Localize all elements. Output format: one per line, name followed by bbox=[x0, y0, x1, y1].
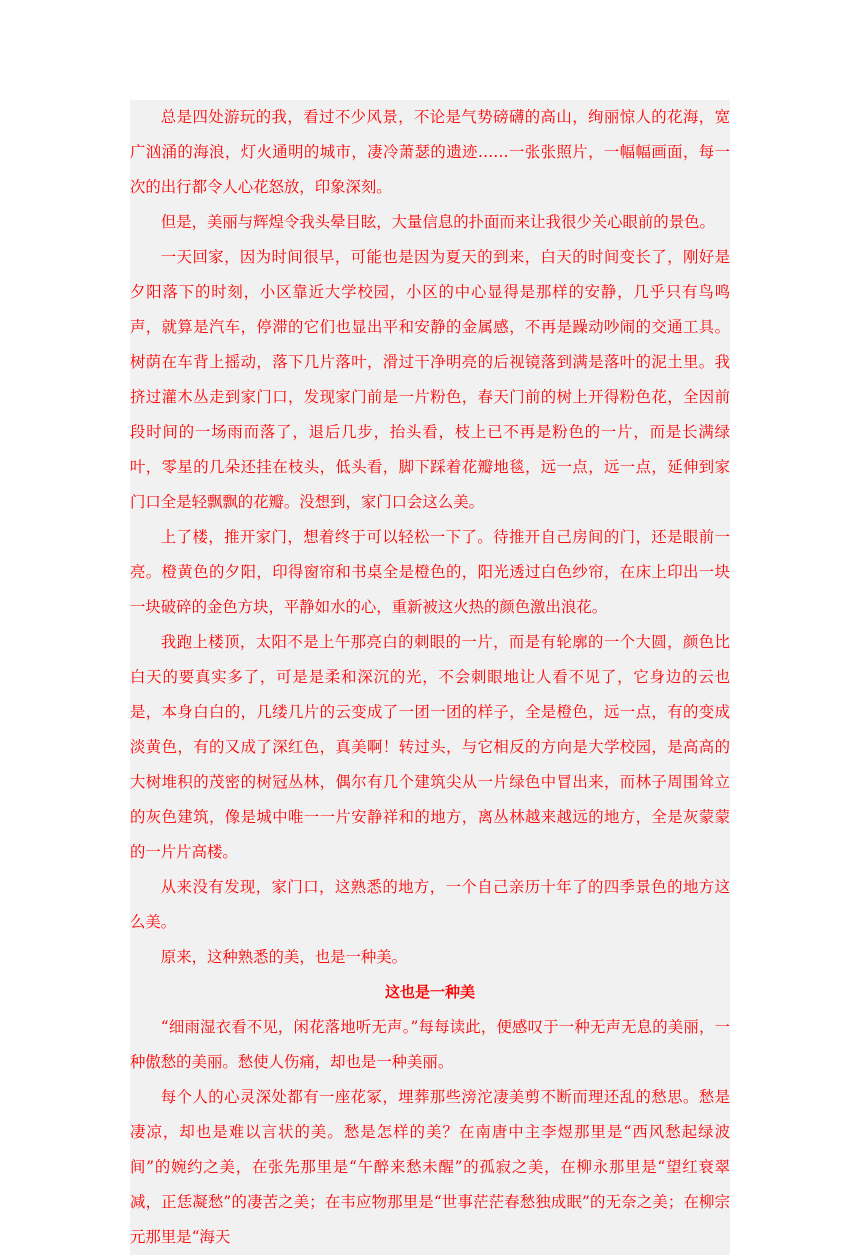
paragraph-travel-intro: 总是四处游玩的我，看过不少风景，不论是气势磅礴的高山，绚丽惊人的花海，宽广汹涌的海浪，灯火通明的城市，凄冷萧瑟的遗迹……一张张照片，一幅幅画面，每一次的出行都令人心花怒放，印象深刻。 bbox=[130, 108, 730, 196]
paragraph-coming-home: 一天回家，因为时间很早，可能也是因为夏天的到来，白天的时间变长了，刚好是夕阳落下的时刻，小区靠近大学校园，小区的中心显得是那样的安静，几乎只有鸟鸣声，就算是汽车，停滞的它们也显出平和安静的金属感，不再是躁动吵闹的交通工具。树荫在车背上摇动，落下几片落叶，滑过干净明亮的后视镜落到满是落叶的泥土里。我挤过灌木丛走到家门口，发现家门前是一片粉色，春天门前的树上开得粉色花，全因前段时间的一场雨而落了，退后几步，抬头看，枝上已不再是粉色的一片，而是长满绿叶，零星的几朵还挂在枝头，低头看，脚下踩着花瓣地毯，远一点，远一点，延伸到家门口全是轻飘飘的花瓣。没想到，家门口会这么美。 bbox=[130, 248, 730, 511]
document-body bbox=[130, 100, 730, 1255]
paragraph-dazzled: 但是，美丽与辉煌令我头晕目眩，大量信息的扑面而来让我很少关心眼前的景色。 bbox=[160, 213, 715, 231]
paragraph-never-noticed: 从来没有发现，家门口，这熟悉的地方，一个自己亲历十年了的四季景色的地方这么美。 bbox=[130, 878, 730, 931]
section-heading: 这也是一种美 bbox=[384, 983, 475, 1001]
paragraph-poem-quote: “细雨湿衣看不见，闲花落地听无声。”每每读此，便感叹于一种无声无息的美丽，一种傲愁的美丽。愁使人伤痛，却也是一种美丽。 bbox=[130, 1018, 730, 1071]
paragraph-conclusion: 原来，这种熟悉的美，也是一种美。 bbox=[160, 948, 408, 966]
paragraph-rooftop: 我跑上楼顶，太阳不是上午那亮白的刺眼的一片，而是有轮廓的一个大圆，颜色比白天的要真实多了，可是是柔和深沉的光，不会刺眼地让人看不见了，它身边的云也是，本身白白的，几缕几片的云变成了一团一团的样子，全是橙色，远一点，有的变成淡黄色，有的又成了深红色，真美啊！转过头，与它相反的方向是大学校园，是高高的大树堆积的茂密的树冠丛林，偶尔有几个建筑尖从一片绿色中冒出来，而林子周围耸立的灰色建筑，像是城中唯一一片安静祥和的地方，离丛林越来越远的地方，全是灰蒙蒙的一片片高楼。 bbox=[130, 633, 730, 861]
paragraph-bedroom-sunset: 上了楼，推开家门，想着终于可以轻松一下了。待推开自己房间的门，还是眼前一亮。橙黄色的夕阳，印得窗帘和书桌全是橙色的，阳光透过白色纱帘，在床上印出一块一块破碎的金色方块，平静如水的心，重新被这火热的颜色激出浪花。 bbox=[130, 528, 730, 616]
paragraph-sorrow-beauty: 每个人的心灵深处都有一座花冢，埋葬那些滂沱凄美剪不断而理还乱的愁思。愁是凄凉，却也是难以言状的美。愁是怎样的美？在南唐中主李煜那里是“西风愁起绿波间”的婉约之美，在张先那里是“午醉来愁未醒”的孤寂之美，在柳永那里是“望红衰翠减，正恁凝愁”的凄苦之美；在韦应物那里是“世事茫茫春愁独成眠”的无奈之美；在柳宗元那里是“海天 bbox=[130, 1088, 730, 1246]
